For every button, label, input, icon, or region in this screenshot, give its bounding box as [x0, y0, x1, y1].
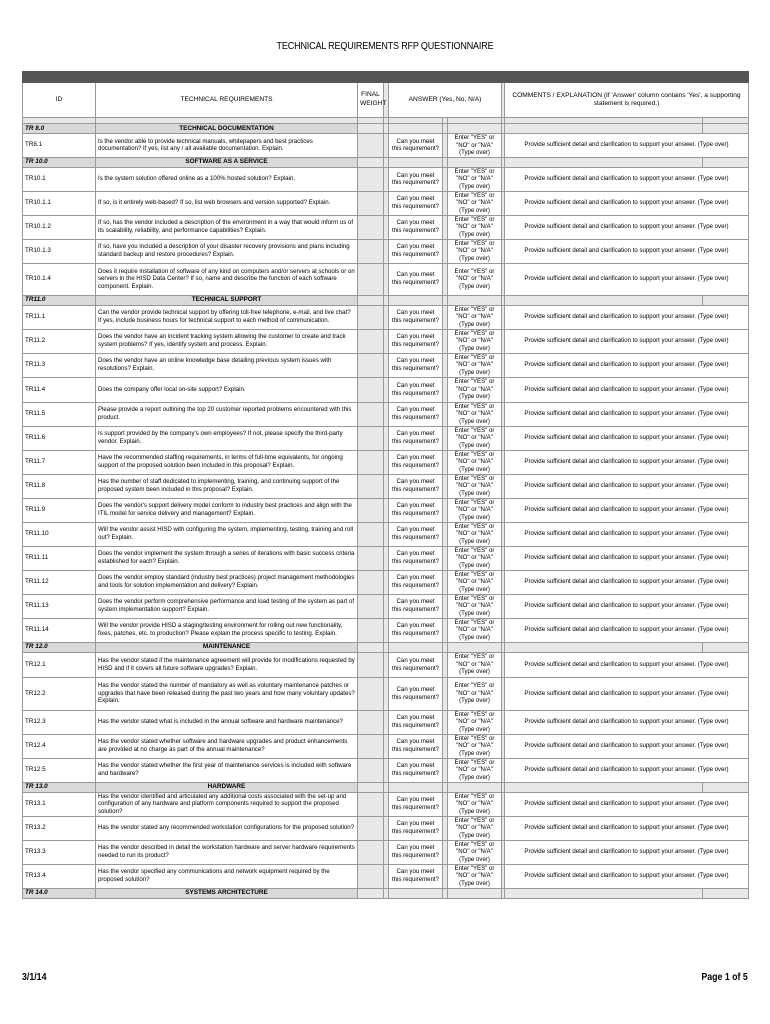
requirement-id: TR11.2: [23, 329, 96, 353]
page-title: TECHNICAL REQUIREMENTS RFP QUESTIONNAIRE: [276, 40, 494, 52]
requirement-id: TR12.2: [23, 677, 96, 710]
section-blank: [505, 157, 703, 167]
answer-cell[interactable]: Enter "YES" or "NO" or "N/A" (Type over): [448, 677, 502, 710]
section-blank: [389, 157, 443, 167]
question-cell: Can you meet this requirement?: [389, 792, 443, 816]
requirement-id: TR11.11: [23, 546, 96, 570]
question-cell: Can you meet this requirement?: [389, 652, 443, 677]
section-title: SOFTWARE AS A SERVICE: [96, 157, 358, 167]
section-title: SYSTEMS ARCHITECTURE: [96, 888, 358, 898]
requirement-text: Has the vendor stated if the maintenance agreement will provide for modifications requested by HISD and if it covers all future software upgrades? Explain.: [96, 652, 358, 677]
section-blank: [703, 157, 749, 167]
requirement-row: [23, 353, 749, 377]
requirement-text: Is the vendor able to provide technical manuals, whitepapers and best practices documentation? If yes, list any / all available documentation. Explain.: [96, 134, 358, 158]
requirements-header: TECHNICAL REQUIREMENTS: [96, 83, 358, 118]
requirement-row: [23, 710, 749, 734]
answer-header: ANSWER (Yes, No, N/A): [389, 83, 502, 118]
weight-cell[interactable]: [358, 426, 384, 450]
requirement-text: Does the vendor have an incident tracking system allowing the customer to create and track system problems? If yes, identify system and process. Explain.: [96, 329, 358, 353]
comment-cell[interactable]: Provide sufficient detail and clarification to support your answer. (Type over): [505, 134, 749, 158]
section-id: TR 13.0: [23, 782, 96, 792]
requirement-row: [23, 167, 749, 191]
comment-cell[interactable]: Provide sufficient detail and clarification to support your answer. (Type over): [505, 758, 749, 782]
comment-cell[interactable]: Provide sufficient detail and clarification to support your answer. (Type over): [505, 215, 749, 239]
requirement-row: [23, 816, 749, 840]
section-blank: [703, 295, 749, 305]
section-blank: [505, 782, 703, 792]
requirement-row: [23, 402, 749, 426]
section-blank: [358, 782, 384, 792]
question-cell: Can you meet this requirement?: [389, 570, 443, 594]
requirement-id: TR12.3: [23, 710, 96, 734]
requirement-id: TR11.12: [23, 570, 96, 594]
answer-cell[interactable]: Enter "YES" or "NO" or "N/A" (Type over): [448, 758, 502, 782]
question-cell: Can you meet this requirement?: [389, 305, 443, 329]
comment-cell[interactable]: Provide sufficient detail and clarification to support your answer. (Type over): [505, 498, 749, 522]
question-cell: Can you meet this requirement?: [389, 474, 443, 498]
section-blank: [389, 642, 443, 652]
requirement-id: TR11.8: [23, 474, 96, 498]
answer-cell[interactable]: Enter "YES" or "NO" or "N/A" (Type over): [448, 353, 502, 377]
weight-cell[interactable]: [358, 734, 384, 758]
weight-cell[interactable]: [358, 618, 384, 642]
section-blank: [389, 124, 443, 134]
section-blank: [448, 124, 502, 134]
section-title: TECHNICAL SUPPORT: [96, 295, 358, 305]
question-cell: Can you meet this requirement?: [389, 594, 443, 618]
comment-cell[interactable]: Provide sufficient detail and clarification to support your answer. (Type over): [505, 816, 749, 840]
requirement-row: [23, 864, 749, 888]
weight-cell[interactable]: [358, 353, 384, 377]
requirement-row: [23, 570, 749, 594]
section-blank: [703, 124, 749, 134]
requirement-text: Does the vendor perform comprehensive performance and load testing of the system as part of system implementation support? Explain.: [96, 594, 358, 618]
comment-cell[interactable]: Provide sufficient detail and clarification to support your answer. (Type over): [505, 792, 749, 816]
weight-cell[interactable]: [358, 792, 384, 816]
comment-cell[interactable]: Provide sufficient detail and clarification to support your answer. (Type over): [505, 426, 749, 450]
requirement-id: TR13.4: [23, 864, 96, 888]
requirement-id: TR12.1: [23, 652, 96, 677]
requirement-id: TR8.1: [23, 134, 96, 158]
question-cell: Can you meet this requirement?: [389, 816, 443, 840]
requirement-row: [23, 594, 749, 618]
section-blank: [389, 888, 443, 898]
answer-cell[interactable]: Enter "YES" or "NO" or "N/A" (Type over): [448, 305, 502, 329]
answer-cell[interactable]: Enter "YES" or "NO" or "N/A" (Type over): [448, 377, 502, 402]
question-cell: Can you meet this requirement?: [389, 167, 443, 191]
requirement-row: [23, 215, 749, 239]
question-cell: Can you meet this requirement?: [389, 377, 443, 402]
requirement-id: TR13.2: [23, 816, 96, 840]
comment-cell[interactable]: Provide sufficient detail and clarification to support your answer. (Type over): [505, 329, 749, 353]
requirement-text: Has the vendor stated what is included in the annual software and hardware maintenance?: [96, 710, 358, 734]
weight-cell[interactable]: [358, 329, 384, 353]
weight-cell[interactable]: [358, 474, 384, 498]
question-cell: Can you meet this requirement?: [389, 239, 443, 263]
weight-cell[interactable]: [358, 215, 384, 239]
answer-cell[interactable]: Enter "YES" or "NO" or "N/A" (Type over): [448, 263, 502, 295]
answer-cell[interactable]: Enter "YES" or "NO" or "N/A" (Type over): [448, 498, 502, 522]
answer-cell[interactable]: Enter "YES" or "NO" or "N/A" (Type over): [448, 450, 502, 474]
weight-cell[interactable]: [358, 498, 384, 522]
footer-date: 3/1/14: [22, 972, 47, 983]
question-cell: Can you meet this requirement?: [389, 191, 443, 215]
section-row: [23, 157, 749, 167]
section-blank: [448, 295, 502, 305]
requirement-row: [23, 426, 749, 450]
requirement-id: TR11.7: [23, 450, 96, 474]
question-cell: Can you meet this requirement?: [389, 215, 443, 239]
requirement-id: TR11.6: [23, 426, 96, 450]
header-bar: [23, 72, 749, 83]
comment-cell[interactable]: Provide sufficient detail and clarification to support your answer. (Type over): [505, 522, 749, 546]
section-blank: [703, 782, 749, 792]
question-cell: Can you meet this requirement?: [389, 546, 443, 570]
comment-cell[interactable]: Provide sufficient detail and clarification to support your answer. (Type over): [505, 734, 749, 758]
answer-cell[interactable]: Enter "YES" or "NO" or "N/A" (Type over): [448, 792, 502, 816]
section-blank: [505, 295, 703, 305]
answer-cell[interactable]: Enter "YES" or "NO" or "N/A" (Type over): [448, 594, 502, 618]
requirement-text: If so, have you included a description of your disaster recovery provisions and plans including standard backup and restore procedures? Explain.: [96, 239, 358, 263]
answer-cell[interactable]: Enter "YES" or "NO" or "N/A" (Type over): [448, 426, 502, 450]
requirement-row: [23, 305, 749, 329]
requirement-text: Has the vendor identified and articulated any additional costs associated with the set-up and configuration of any hardware and platform components required to support the proposed solution?: [96, 792, 358, 816]
requirement-text: Have the recommended staffing requirements, in terms of full-time equivalents, for ongoing support of the proposed solution been included in this proposal? Explain.: [96, 450, 358, 474]
section-id: TR 14.0: [23, 888, 96, 898]
requirement-text: Has the number of staff dedicated to implementing, training, and continuing support of the proposed system been included in this proposal? Explain.: [96, 474, 358, 498]
requirement-text: Please provide a report outlining the top 20 customer reported problems encountered with this product.: [96, 402, 358, 426]
question-cell: Can you meet this requirement?: [389, 710, 443, 734]
weight-cell[interactable]: [358, 652, 384, 677]
weight-cell[interactable]: [358, 239, 384, 263]
requirement-id: TR10.1.4: [23, 263, 96, 295]
requirement-text: Has the vendor stated whether the first year of maintenance services is included with software and hardware?: [96, 758, 358, 782]
answer-cell[interactable]: Enter "YES" or "NO" or "N/A" (Type over): [448, 618, 502, 642]
comment-cell[interactable]: Provide sufficient detail and clarification to support your answer. (Type over): [505, 305, 749, 329]
requirement-text: Is the system solution offered online as a 100% hosted solution? Explain.: [96, 167, 358, 191]
question-cell: Can you meet this requirement?: [389, 840, 443, 864]
requirement-id: TR10.1: [23, 167, 96, 191]
requirement-id: TR11.10: [23, 522, 96, 546]
weight-cell[interactable]: [358, 546, 384, 570]
requirement-row: [23, 677, 749, 710]
requirement-id: TR13.1: [23, 792, 96, 816]
requirement-text: Does the company offer local on-site support? Explain.: [96, 377, 358, 402]
weight-cell[interactable]: [358, 191, 384, 215]
requirement-id: TR11.3: [23, 353, 96, 377]
comment-cell[interactable]: Provide sufficient detail and clarification to support your answer. (Type over): [505, 864, 749, 888]
requirement-row: [23, 134, 749, 158]
requirement-id: TR10.1.2: [23, 215, 96, 239]
requirement-row: [23, 546, 749, 570]
question-cell: Can you meet this requirement?: [389, 522, 443, 546]
requirement-id: TR11.4: [23, 377, 96, 402]
requirement-id: TR11.14: [23, 618, 96, 642]
question-cell: Can you meet this requirement?: [389, 758, 443, 782]
weight-cell[interactable]: [358, 263, 384, 295]
answer-cell[interactable]: Enter "YES" or "NO" or "N/A" (Type over): [448, 710, 502, 734]
section-blank: [389, 295, 443, 305]
section-blank: [448, 888, 502, 898]
answer-cell[interactable]: Enter "YES" or "NO" or "N/A" (Type over): [448, 734, 502, 758]
section-blank: [448, 157, 502, 167]
comment-cell[interactable]: Provide sufficient detail and clarification to support your answer. (Type over): [505, 840, 749, 864]
question-cell: Can you meet this requirement?: [389, 734, 443, 758]
section-blank: [703, 642, 749, 652]
section-id: TR11.0: [23, 295, 96, 305]
comment-cell[interactable]: Provide sufficient detail and clarification to support your answer. (Type over): [505, 353, 749, 377]
answer-cell[interactable]: Enter "YES" or "NO" or "N/A" (Type over): [448, 652, 502, 677]
requirement-text: Has the vendor described in detail the workstation hardware and server hardware requirements needed to run its product?: [96, 840, 358, 864]
comment-cell[interactable]: Provide sufficient detail and clarification to support your answer. (Type over): [505, 263, 749, 295]
section-id: TR 12.0: [23, 642, 96, 652]
section-blank: [448, 642, 502, 652]
section-blank: [358, 888, 384, 898]
requirement-row: [23, 474, 749, 498]
comment-cell[interactable]: Provide sufficient detail and clarification to support your answer. (Type over): [505, 191, 749, 215]
requirement-row: [23, 329, 749, 353]
requirements-table: [22, 71, 749, 899]
question-cell: Can you meet this requirement?: [389, 498, 443, 522]
requirement-id: TR11.13: [23, 594, 96, 618]
section-blank: [358, 295, 384, 305]
comment-cell[interactable]: Provide sufficient detail and clarification to support your answer. (Type over): [505, 377, 749, 402]
footer-page: Page 1 of 5: [701, 972, 748, 983]
section-row: [23, 888, 749, 898]
requirement-id: TR11.1: [23, 305, 96, 329]
section-id: TR 8.0: [23, 124, 96, 134]
section-blank: [358, 124, 384, 134]
header-row: [23, 83, 749, 118]
id-header: ID: [23, 83, 96, 118]
requirement-text: Has the vendor specified any communications and network equipment required by the proposed solution?: [96, 864, 358, 888]
section-id: TR 10.0: [23, 157, 96, 167]
section-blank: [448, 782, 502, 792]
weight-cell[interactable]: [358, 377, 384, 402]
weight-cell[interactable]: [358, 305, 384, 329]
comment-cell[interactable]: Provide sufficient detail and clarification to support your answer. (Type over): [505, 594, 749, 618]
answer-cell[interactable]: Enter "YES" or "NO" or "N/A" (Type over): [448, 329, 502, 353]
weight-cell[interactable]: [358, 710, 384, 734]
requirement-row: [23, 792, 749, 816]
question-cell: Can you meet this requirement?: [389, 677, 443, 710]
section-blank: [389, 782, 443, 792]
question-cell: Can you meet this requirement?: [389, 426, 443, 450]
requirement-row: [23, 758, 749, 782]
requirement-id: TR13.3: [23, 840, 96, 864]
weight-cell[interactable]: [358, 758, 384, 782]
question-cell: Can you meet this requirement?: [389, 450, 443, 474]
requirement-text: Does the vendor employ standard (industry best practices) project management methodologies and tools for solution implementation and delivery? Explain.: [96, 570, 358, 594]
requirement-row: [23, 377, 749, 402]
requirement-id: TR12.4: [23, 734, 96, 758]
comment-cell[interactable]: Provide sufficient detail and clarification to support your answer. (Type over): [505, 474, 749, 498]
weight-cell[interactable]: [358, 402, 384, 426]
section-blank: [703, 888, 749, 898]
requirement-text: Does it require installation of software of any kind on computers and/or servers at schools or on servers in the HISD Data Center? If so, name and describe the function of each software component. Explain.: [96, 263, 358, 295]
section-row: [23, 642, 749, 652]
weight-cell[interactable]: [358, 816, 384, 840]
requirement-row: [23, 618, 749, 642]
requirement-text: Does the vendor's support delivery model conform to industry best practices and align with the ITIL model for service delivery and management? Explain.: [96, 498, 358, 522]
answer-cell[interactable]: Enter "YES" or "NO" or "N/A" (Type over): [448, 402, 502, 426]
question-cell: Can you meet this requirement?: [389, 263, 443, 295]
answer-cell[interactable]: Enter "YES" or "NO" or "N/A" (Type over): [448, 522, 502, 546]
weight-cell[interactable]: [358, 594, 384, 618]
comment-cell[interactable]: Provide sufficient detail and clarification to support your answer. (Type over): [505, 450, 749, 474]
requirement-text: Is support provided by the company's own employees? If not, please specify the third-party vendor. Explain.: [96, 426, 358, 450]
requirement-row: [23, 498, 749, 522]
answer-cell[interactable]: Enter "YES" or "NO" or "N/A" (Type over): [448, 546, 502, 570]
section-title: TECHNICAL DOCUMENTATION: [96, 124, 358, 134]
section-row: [23, 782, 749, 792]
section-title: HARDWARE: [96, 782, 358, 792]
weight-cell[interactable]: [358, 840, 384, 864]
answer-cell[interactable]: Enter "YES" or "NO" or "N/A" (Type over): [448, 864, 502, 888]
weight-cell[interactable]: [358, 134, 384, 158]
answer-cell[interactable]: Enter "YES" or "NO" or "N/A" (Type over): [448, 134, 502, 158]
answer-cell[interactable]: Enter "YES" or "NO" or "N/A" (Type over): [448, 167, 502, 191]
requirement-text: If so, has the vendor included a description of the environment in a way that would inform us of its scalability, reliability, and performance capabilities? Explain.: [96, 215, 358, 239]
answer-cell[interactable]: Enter "YES" or "NO" or "N/A" (Type over): [448, 570, 502, 594]
section-blank: [505, 642, 703, 652]
comment-cell[interactable]: Provide sufficient detail and clarification to support your answer. (Type over): [505, 239, 749, 263]
requirement-text: Has the vendor stated whether software and hardware upgrades and product enhancements are provided at no charge as part of the annual maintenance?: [96, 734, 358, 758]
weight-cell[interactable]: [358, 167, 384, 191]
answer-cell[interactable]: Enter "YES" or "NO" or "N/A" (Type over): [448, 816, 502, 840]
answer-cell[interactable]: Enter "YES" or "NO" or "N/A" (Type over): [448, 191, 502, 215]
requirement-text: Has the vendor stated the number of mandatory as well as voluntary maintenance patches or upgrades that have been released during the past two years and how many voluntary updates? Explain.: [96, 677, 358, 710]
question-cell: Can you meet this requirement?: [389, 618, 443, 642]
requirement-id: TR10.1.1: [23, 191, 96, 215]
requirement-row: [23, 263, 749, 295]
comment-cell[interactable]: Provide sufficient detail and clarification to support your answer. (Type over): [505, 710, 749, 734]
section-blank: [358, 157, 384, 167]
weight-cell[interactable]: [358, 864, 384, 888]
question-cell: Can you meet this requirement?: [389, 402, 443, 426]
requirement-id: TR12.5: [23, 758, 96, 782]
question-cell: Can you meet this requirement?: [389, 864, 443, 888]
section-row: [23, 295, 749, 305]
answer-cell[interactable]: Enter "YES" or "NO" or "N/A" (Type over): [448, 840, 502, 864]
question-cell: Can you meet this requirement?: [389, 353, 443, 377]
section-row: [23, 124, 749, 134]
weight-cell[interactable]: [358, 570, 384, 594]
requirement-row: [23, 840, 749, 864]
requirement-id: TR11.5: [23, 402, 96, 426]
requirement-text: Will the vendor provide HISD a staging/testing environment for rolling out new functionality, fixes, patches, etc. to production? Please explain the process specific to testing. Explain.: [96, 618, 358, 642]
comment-cell[interactable]: Provide sufficient detail and clarification to support your answer. (Type over): [505, 618, 749, 642]
comment-cell[interactable]: Provide sufficient detail and clarification to support your answer. (Type over): [505, 677, 749, 710]
requirement-id: TR10.1.3: [23, 239, 96, 263]
section-blank: [505, 124, 703, 134]
requirement-row: [23, 522, 749, 546]
requirement-text: Has the vendor stated any recommended workstation configurations for the proposed solution?: [96, 816, 358, 840]
answer-cell[interactable]: Enter "YES" or "NO" or "N/A" (Type over): [448, 215, 502, 239]
comment-cell[interactable]: Provide sufficient detail and clarification to support your answer. (Type over): [505, 167, 749, 191]
section-blank: [505, 888, 703, 898]
question-cell: Can you meet this requirement?: [389, 134, 443, 158]
weight-header: FINAL WEIGHT: [358, 83, 384, 118]
comment-cell[interactable]: Provide sufficient detail and clarification to support your answer. (Type over): [505, 570, 749, 594]
requirement-text: Does the vendor implement the system through a series of iterations with basic success criteria established for each? Explain.: [96, 546, 358, 570]
requirement-row: [23, 450, 749, 474]
question-cell: Can you meet this requirement?: [389, 329, 443, 353]
requirement-row: [23, 239, 749, 263]
weight-cell[interactable]: [358, 677, 384, 710]
requirement-row: [23, 734, 749, 758]
requirement-row: [23, 191, 749, 215]
section-blank: [358, 642, 384, 652]
weight-cell[interactable]: [358, 522, 384, 546]
requirement-id: TR11.9: [23, 498, 96, 522]
requirement-text: Will the vendor assist HISD with configuring the system, implementing, testing, training and roll out? Explain.: [96, 522, 358, 546]
requirement-row: [23, 652, 749, 677]
comment-cell[interactable]: Provide sufficient detail and clarification to support your answer. (Type over): [505, 652, 749, 677]
comment-cell[interactable]: Provide sufficient detail and clarification to support your answer. (Type over): [505, 402, 749, 426]
weight-cell[interactable]: [358, 450, 384, 474]
section-title: MAINTENANCE: [96, 642, 358, 652]
requirement-text: Can the vendor provide technical support by offering toll-free telephone, e-mail, and live chat? If yes, include business hours for technical support to each method of communication.: [96, 305, 358, 329]
answer-cell[interactable]: Enter "YES" or "NO" or "N/A" (Type over): [448, 474, 502, 498]
requirement-text: If so, is it entirely web-based? If so, list web browsers and version supported? Explain.: [96, 191, 358, 215]
answer-cell[interactable]: Enter "YES" or "NO" or "N/A" (Type over): [448, 239, 502, 263]
comment-cell[interactable]: Provide sufficient detail and clarification to support your answer. (Type over): [505, 546, 749, 570]
requirement-text: Does the vendor have an online knowledge base detailing previous system issues with resolutions? Explain.: [96, 353, 358, 377]
comments-header: COMMENTS / EXPLANATION (If 'Answer' column contains 'Yes', a supporting statement is required.): [505, 83, 749, 118]
